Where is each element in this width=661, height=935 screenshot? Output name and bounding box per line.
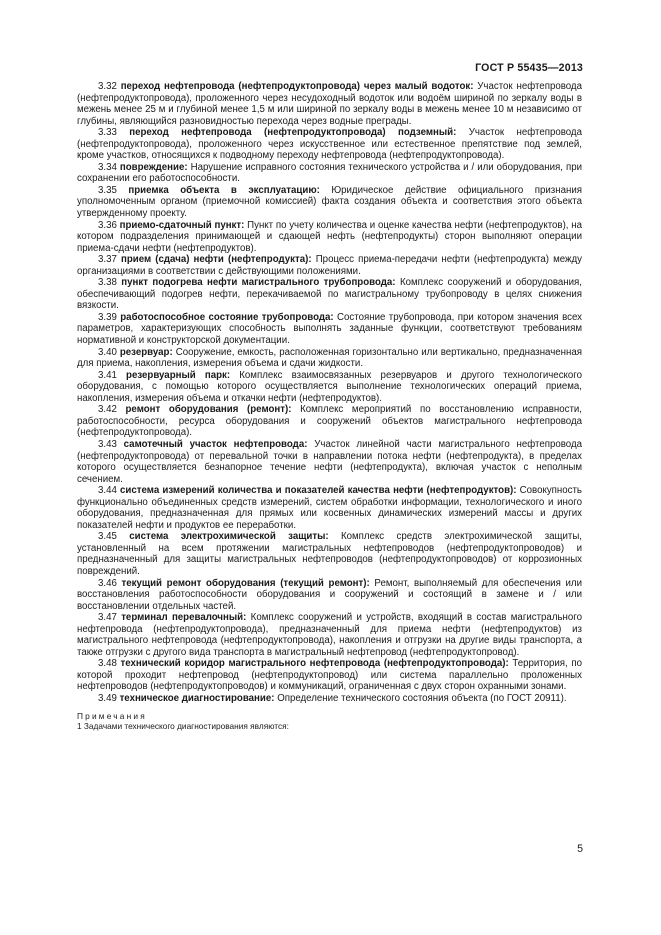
term-3-43 — [77, 439, 582, 485]
term-definition: Участок нефтепровода (нефтепродуктопровода), проложенного через несудоходный водоток или водоём шириной по зеркалу воды в межень менее 25 м и глубиной менее 1,5 м или шириной по зеркалу воды в межень менее 10 м независимо от глубины, являющийся разновидностью перехода через водные преграды. — [77, 81, 582, 127]
term-name: приемка объекта в эксплуатацию: — [128, 184, 320, 196]
term-number: 3.32 — [98, 81, 117, 92]
term-3-49 — [77, 693, 582, 705]
term-number: 3.42 — [98, 404, 117, 416]
term-definition: Пункт по учету количества и оценке качества нефти (нефтепродуктов), на котором подразделения принимающей и сдающей нефть (нефтепродукты) сторон выполняют операции приема-сдачи нефти (нефтепродуктов). — [77, 219, 582, 254]
term-definition: Комплекс взаимосвязанных резервуаров и другого технологического оборудования, с помощью которого осуществляется выполнение технологических операций приема, накопления, измерения объема и откачки нефти (нефтепродуктов). — [77, 369, 582, 404]
term-definition: Нарушение исправного состояния технического устройства и / или оборудования, при сохранении его работоспособности. — [77, 161, 582, 185]
term-3-41 — [77, 370, 582, 405]
terms-list — [77, 81, 582, 732]
term-name: резервуар: — [119, 346, 173, 358]
term-number: 3.36 — [98, 219, 117, 231]
term-number: 3.49 — [98, 692, 117, 704]
term-definition: Определение технического состояния объекта (по ГОСТ 20911). — [277, 692, 567, 704]
page-number: 5 — [577, 843, 583, 855]
term-definition: Территория, по которой проходит нефтепровод (нефтепродуктопровод) или система параллельно проложенных нефтепроводов (нефтепродуктопроводов) и коммуникаций, ограниченная с двух сторон охранными зонами. — [77, 658, 582, 693]
term-number: 3.47 — [98, 612, 117, 624]
document-code: ГОСТ Р 55435—2013 — [475, 62, 583, 74]
term-3-47 — [77, 612, 582, 658]
notes-block — [77, 711, 582, 732]
term-3-37 — [77, 254, 582, 277]
term-name: система измерений количества и показателей качества нефти (нефтепродуктов): — [120, 485, 517, 497]
term-number: 3.39 — [98, 311, 117, 323]
term-name: текущий ремонт оборудования (текущий ремонт): — [121, 577, 370, 589]
term-number: 3.40 — [98, 346, 117, 358]
term-number: 3.35 — [98, 184, 117, 196]
term-name: ремонт оборудования (ремонт): — [125, 404, 292, 416]
term-number: 3.37 — [98, 254, 117, 266]
term-3-33 — [77, 127, 582, 162]
term-name: технический коридор магистрального нефтепровода (нефтепродуктопровода): — [120, 658, 509, 670]
term-3-44 — [77, 485, 582, 531]
term-number: 3.33 — [98, 127, 117, 139]
term-definition: Процесс приема-передачи нефти (нефтепродукта) между организациями в соответствии с действующими положениями. — [77, 254, 582, 277]
term-name: пункт подогрева нефти магистрального трубопровода: — [121, 277, 396, 289]
term-number: 3.43 — [98, 438, 117, 450]
term-definition: Ремонт, выполняемый для обеспечения или восстановления работоспособности оборудования и сооружений и состоящий в замене и / или восстановлении отдельных частей. — [77, 577, 582, 612]
term-name: резервуарный парк: — [126, 369, 231, 381]
term-3-32 — [77, 81, 582, 127]
term-definition: Сооружение, емкость, расположенная горизонтально или вертикально, предназначенная для приема, накопления, измерения объема и сдачи жидкости. — [77, 346, 582, 370]
term-definition: Совокупность функционально объединенных средств измерений, систем обработки информации, технологического и иного оборудования, предназначенная для прямых или косвенных динамических измерений массы и других показателей нефти и продуктов ее переработки. — [77, 485, 582, 531]
term-3-36 — [77, 220, 582, 255]
term-name: переход нефтепровода (нефтепродуктопровода) через малый водоток: — [120, 81, 474, 92]
term-3-39 — [77, 312, 582, 347]
term-number: 3.46 — [98, 577, 117, 589]
term-number: 3.48 — [98, 658, 117, 670]
term-name: самотечный участок нефтепровода: — [123, 438, 308, 450]
term-number: 3.34 — [98, 161, 117, 173]
term-name: приемо-сдаточный пункт: — [119, 219, 245, 231]
term-number: 3.44 — [98, 485, 117, 497]
term-definition: Комплекс средств электрохимической защиты, установленный на всем протяжении магистральных нефтепроводов (нефтепродуктопроводов) и предназначенный для защиты магистральных нефтепроводов (нефтепродуктопроводов) от коррозионных повреждений. — [77, 531, 582, 577]
term-definition: Участок нефтепровода (нефтепродуктопровода), проложенного через искусственное или естественное препятствие под землей, кроме участков, относящихся к подводному переходу нефтепровода (нефтепродуктопровода). — [77, 127, 582, 162]
term-3-34 — [77, 162, 582, 185]
term-3-42 — [77, 404, 582, 439]
term-name: прием (сдача) нефти (нефтепродукта): — [121, 254, 312, 266]
term-number: 3.41 — [98, 369, 117, 381]
term-3-35 — [77, 185, 582, 220]
term-3-45 — [77, 531, 582, 577]
term-definition: Комплекс мероприятий по восстановлению исправности, работоспособности, ресурса оборудования и сооружений объектов магистрального нефтепровода (нефтепродуктопровода). — [77, 404, 582, 439]
term-name: терминал перевалочный: — [121, 612, 247, 624]
term-name: переход нефтепровода (нефтепродуктопровода) подземный: — [129, 127, 457, 139]
term-name: повреждение: — [119, 161, 188, 173]
term-definition: Комплекс сооружений и устройств, входящий в состав магистрального нефтепровода (нефтепродуктопровода), предназначенный для приема нефти (нефтепродуктов) из магистрального нефтепровода (нефтепродуктопровода), накопления и отгрузки на другие виды транспорта, а также отгрузки с другого вида транспорта в магистральный нефтепровод (нефтепродуктопровод). — [77, 612, 582, 658]
term-3-48 — [77, 658, 582, 693]
term-number: 3.45 — [98, 531, 117, 543]
term-definition: Участок линейной части магистрального нефтепровода (нефтепродуктопровода) от перевальной точки в направлении потока нефти (нефтепродукта), в пределах которого осуществляется безнапорное течение нефти (нефтепродукта), включая участок с неполным сечением. — [77, 438, 582, 485]
notes-title: Примечания — [77, 710, 147, 721]
term-3-40 — [77, 347, 582, 370]
term-3-38 — [77, 277, 582, 312]
term-definition: Состояние трубопровода, при котором значения всех параметров, характеризующих способность выполнять заданные функции, соответствуют требованиям нормативной и конструкторской документации. — [77, 311, 582, 347]
term-definition: Комплекс сооружений и оборудования, обеспечивающий подогрев нефти, перекачиваемой по магистральному трубопроводу в целях снижения вязкости. — [77, 277, 582, 312]
term-name: система электрохимической защиты: — [129, 531, 329, 543]
term-name: техническое диагностирование: — [119, 692, 275, 704]
term-definition: Юридическое действие официального признания уполномоченным органом (приемочной комиссией) факта создания объекта и соответствия этого объекта утвержденному проекту. — [77, 184, 582, 220]
note-item: 1 Задачами технического диагностирования являются: — [77, 721, 289, 732]
term-number: 3.38 — [98, 277, 117, 289]
term-3-46 — [77, 578, 582, 613]
term-name: работоспособное состояние трубопровода: — [120, 311, 334, 323]
